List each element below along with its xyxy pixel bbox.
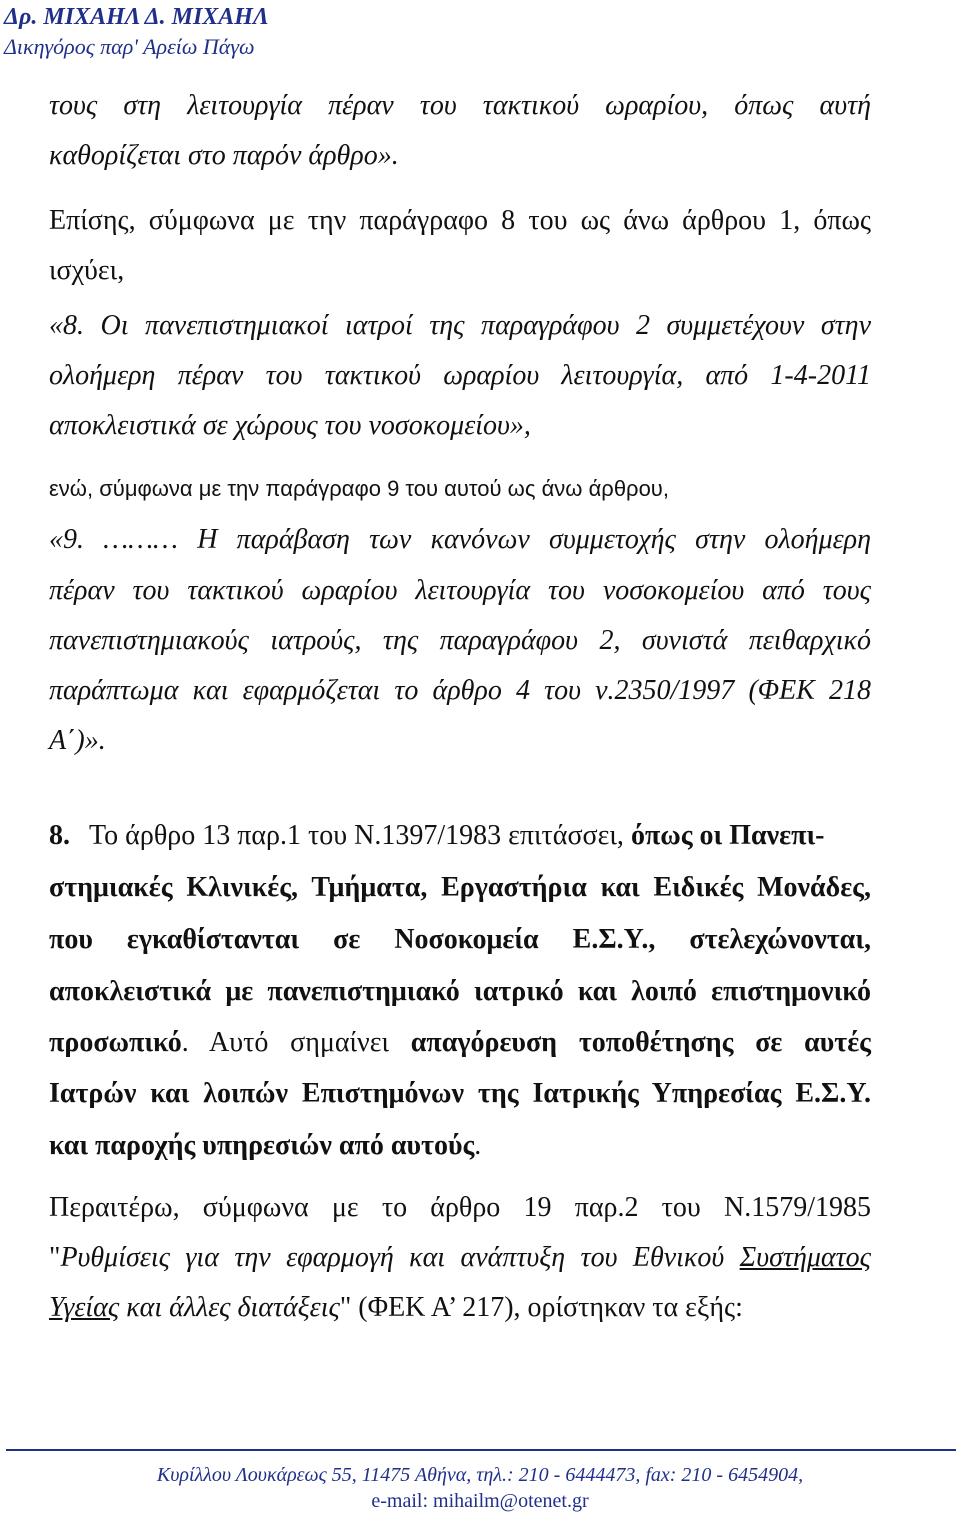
paragraph-number: 8. <box>49 820 70 851</box>
text-span: " (ΦΕΚ Α’ 217), ορίστηκαν τα εξής: <box>339 1292 743 1323</box>
bold-span: αποκλειστικά με πανεπιστημιακό ιατρικό και λοιπό επιστημονικό <box>49 976 871 1007</box>
text-line <box>49 1027 871 1059</box>
email-text: e-mail: mihailm@otenet.gr <box>371 1490 589 1512</box>
text-span: " <box>49 1242 61 1273</box>
bold-span: προσωπικό <box>49 1027 182 1058</box>
letterhead <box>4 2 269 62</box>
text-span: . Αυτό σημαίνει <box>181 1027 411 1058</box>
text-line <box>49 1292 871 1324</box>
lawyer-title: Δικηγόρος παρ' Αρείω Πάγω <box>4 34 255 59</box>
text-line <box>49 976 871 1008</box>
footer-address: Κυρίλλου Λουκάρεως 55, 11475 Αθήνα, τηλ.: 210 - 6444473, fax: 210 - 6454904, <box>156 1464 804 1486</box>
text-line <box>49 924 871 956</box>
bold-span: στημιακές Κλινικές, Τμήματα, Εργαστήρια και Ειδικές Μονάδες, <box>49 872 871 903</box>
text-line <box>49 1078 871 1110</box>
text-line: ισχύει, <box>49 255 125 286</box>
footer-divider <box>6 1449 956 1451</box>
italic-span: και άλλες διατάξεις <box>119 1292 340 1323</box>
text-line: πέραν του τακτικού ωραρίου λειτουργία του νοσοκομείου από τους <box>49 575 871 606</box>
footer-email <box>0 1490 960 1513</box>
paragraph-8-line <box>49 820 871 852</box>
bold-span: όπως οι Πανεπι- <box>630 820 825 851</box>
text-line: Επίσης, σύμφωνα με την παράγραφο 8 του ως άνω άρθρου 1, όπως <box>49 205 871 236</box>
text-line: τους στη λειτουργία πέραν του τακτικού ωραρίου, όπως αυτή <box>49 90 871 121</box>
text-line: «8. Οι πανεπιστημιακοί ιατροί της παραγράφου 2 συμμετέχουν στην <box>49 310 871 341</box>
text-span: . <box>474 1130 482 1161</box>
text-line: παράπτωμα και εφαρμόζεται το άρθρο 4 του ν.2350/1997 (ΦΕΚ 218 <box>49 675 871 706</box>
text-line: «9. ……… Η παράβαση των κανόνων συμμετοχής στην ολοήμερη <box>49 524 871 555</box>
lawyer-name: Δρ. ΜΙΧΑΗΛ Δ. ΜΙΧΑΗΛ <box>4 4 269 30</box>
bold-span: που εγκαθίστανται σε Νοσοκομεία Ε.Σ.Υ., στελεχώνονται, <box>49 924 871 955</box>
text-line <box>49 1130 871 1162</box>
text-line: αποκλειστικά σε χώρους του νοσοκομείου», <box>49 410 531 441</box>
text-line: Περαιτέρω, σύμφωνα με το άρθρο 19 παρ.2 του Ν.1579/1985 <box>49 1192 871 1223</box>
underlined-span: Υγείας <box>49 1292 120 1323</box>
text-line <box>49 872 871 904</box>
text-line: καθορίζεται στο παρόν άρθρο». <box>49 140 399 171</box>
text-line: ολοήμερη πέραν του τακτικού ωραρίου λειτουργία, από 1-4-2011 <box>49 360 871 391</box>
text-line <box>49 1242 871 1274</box>
bold-span: απαγόρευση τοποθέτησης σε αυτές <box>410 1027 871 1058</box>
text-line: Α΄)». <box>49 725 106 756</box>
bold-span: και παροχής υπηρεσιών από αυτούς <box>49 1130 475 1161</box>
bold-span: Ιατρών και λοιπών Επιστημόνων της Ιατρικής Υπηρεσίας Ε.Σ.Υ. <box>49 1078 871 1109</box>
underlined-span: Συστήματος <box>739 1242 871 1273</box>
text-line: ενώ, σύμφωνα με την παράγραφο 9 του αυτού ως άνω άρθρου, <box>49 476 669 501</box>
italic-span: Ρυθμίσεις για την εφαρμογή και ανάπτυξη του Εθνικού <box>60 1242 740 1273</box>
text-span: Το άρθρο 13 παρ.1 του Ν.1397/1983 επιτάσσει, <box>89 820 631 851</box>
text-line: πανεπιστημιακούς ιατρούς, της παραγράφου 2, συνιστά πειθαρχικό <box>49 625 871 656</box>
